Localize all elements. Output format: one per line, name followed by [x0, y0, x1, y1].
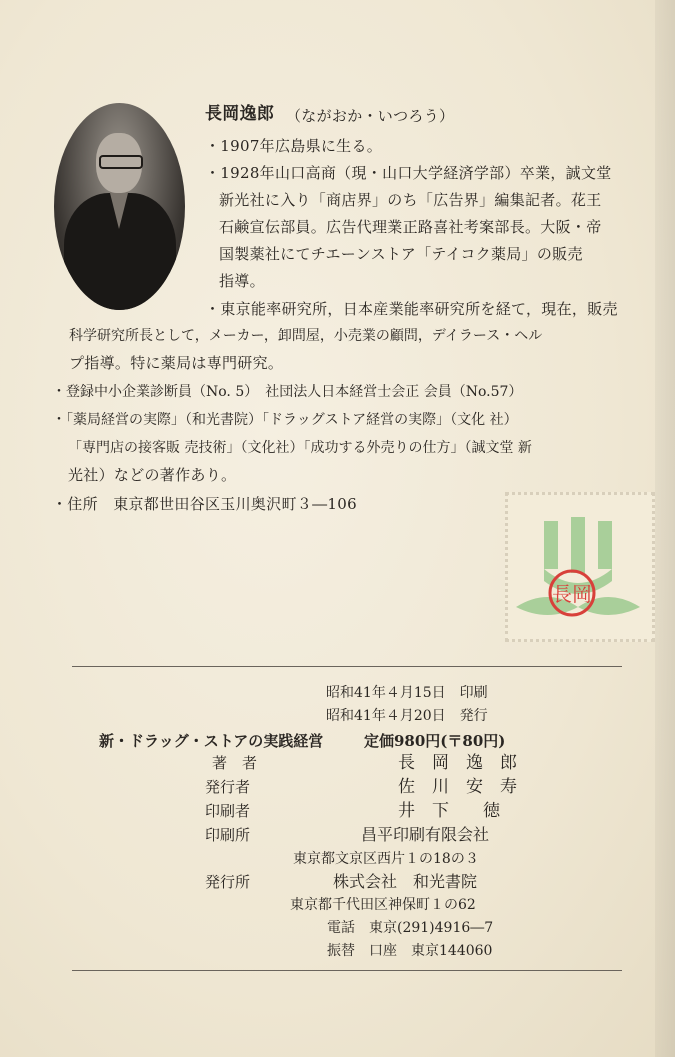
bio-line: 指導。 — [219, 272, 265, 290]
colophon-label: 印刷所 — [205, 826, 251, 844]
bio-line: ・1928年山口高商（現・山口大学経済学部）卒業，誠文堂 — [205, 164, 612, 182]
bio-line: 新光社に入り「商店界」のち「広告界」編集記者。花王 — [219, 191, 602, 209]
print-date: 昭和41年４月15日 印刷 — [326, 685, 488, 701]
stamp-leaf-bar-right — [598, 521, 612, 569]
bio-line: 科学研究所長として，メーカー，卸問屋，小売業の顧問，デイラース・ヘル — [69, 328, 543, 344]
divider-bottom — [72, 970, 622, 971]
stamp-leaf-bar-left — [544, 521, 558, 569]
page-edge-shadow — [655, 0, 675, 1057]
stamp-leaf-bar-center — [571, 517, 585, 573]
bio-line: 石鹸宣伝部員。広告代理業正路喜社考案部長。大阪・帝 — [219, 218, 602, 236]
bio-line: ・住所 東京都世田谷区玉川奥沢町３―106 — [52, 495, 357, 513]
stamp-graphic — [508, 495, 652, 639]
bio-line: ・「薬局経営の実際」（和光書院）「ドラッグストア経営の実際」（文化 社） — [52, 412, 518, 428]
colophon-label: 発行所 — [205, 873, 251, 891]
bio-line: 「専門店の接客販 売技術」（文化社）「成功する外売りの仕方」（誠文堂 新 — [68, 440, 532, 456]
colophon-value: 株式会社 和光書院 — [333, 872, 478, 891]
colophon-value: 井 下 徳 — [398, 801, 500, 821]
colophon-label: 発行者 — [205, 778, 251, 796]
colophon-value: 東京都千代田区神保町１の62 — [290, 897, 476, 913]
book-title: 新・ドラッグ・ストアの実践経営 — [99, 732, 324, 750]
divider-top — [72, 666, 622, 667]
portrait-glasses — [99, 155, 143, 169]
author-portrait — [54, 103, 185, 310]
bio-line: ・登録中小企業診断員（No. 5） 社団法人日本経営士会正 会員（No.57） — [52, 384, 523, 400]
bio-line: ・東京能率研究所，日本産業能率研究所を経て，現在，販売 — [205, 300, 618, 318]
author-name: 長岡逸郎 — [205, 104, 275, 124]
bio-line: プ指導。特に薬局は専門研究。 — [69, 354, 284, 372]
colophon-value: 長 岡 逸 郎 — [398, 753, 517, 773]
bio-line: 光社）などの著作あり。 — [68, 466, 237, 484]
revenue-stamp — [505, 492, 655, 642]
colophon-label: 著 者 — [212, 754, 258, 772]
publish-date: 昭和41年４月20日 発行 — [326, 708, 488, 724]
colophon-value: 佐 川 安 寿 — [398, 777, 517, 797]
bio-line: ・1907年広島県に生る。 — [205, 137, 383, 155]
book-price: 定価980円(〒80円) — [364, 732, 506, 750]
seal-text: 長岡 — [552, 582, 592, 606]
colophon-value: 東京都文京区西片１の18の３ — [293, 851, 479, 867]
bio-line: 国製薬社にてチエーンストア「テイコク薬局」の販売 — [219, 245, 583, 263]
colophon-label: 印刷者 — [205, 802, 251, 820]
colophon-value: 昌平印刷有限会社 — [361, 825, 490, 844]
author-reading: （ながおか・いつろう） — [286, 107, 455, 125]
colophon-value: 振替 口座 東京144060 — [327, 943, 493, 959]
colophon-value: 電話 東京(291)4916―7 — [327, 920, 494, 936]
